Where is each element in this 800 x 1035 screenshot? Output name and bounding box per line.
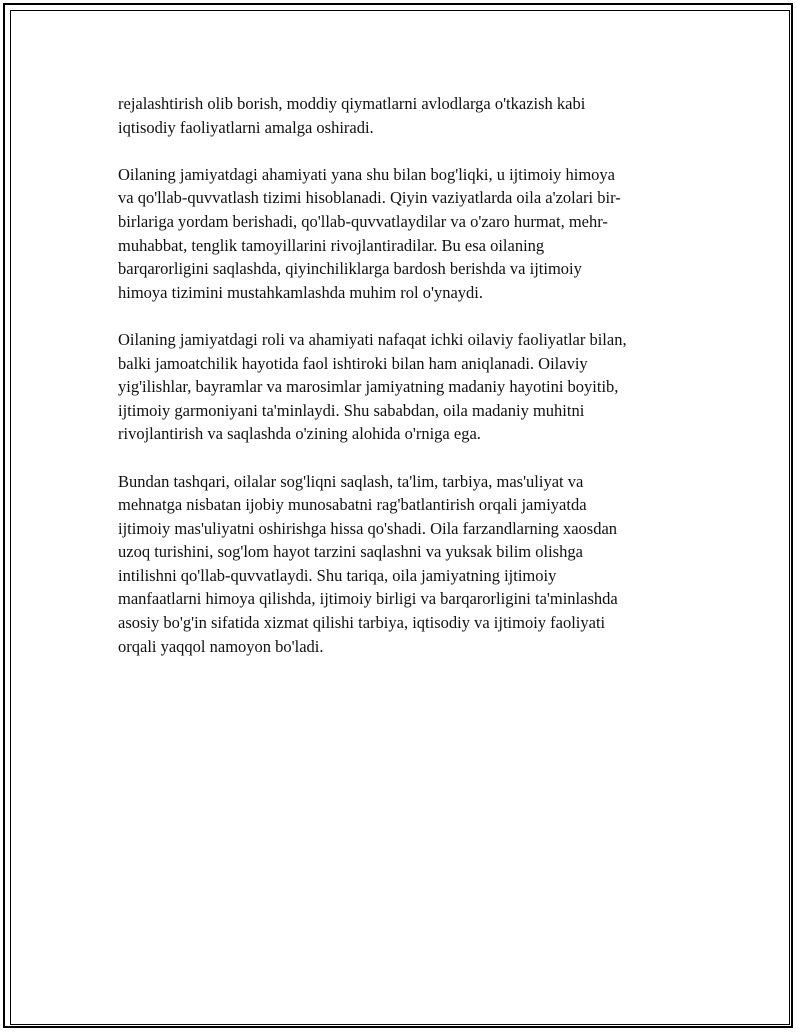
paragraph-2: Oilaning jamiyatdagi ahamiyati yana shu bilan bog'liqki, u ijtimoiy himoya va qo'llab-quvvatlash tizimi hisoblanadi. Qiyin vaziyatlarda oila a'zolari bir- birlariga yordam berishadi, qo'llab-quvvatlaydilar va o'zaro hurmat, mehr- muhabbat, tenglik tamoyillarini rivojlantiradilar. Bu esa oilaning barqarorligini saqlashda, qiyinchiliklarga bardosh berishda va ijtimoiy himoya tizimini mustahkamlashda muhim rol o'ynaydi. xyxy=(118,164,621,302)
paragraph-3: Oilaning jamiyatdagi roli va ahamiyati nafaqat ichki oilaviy faoliyatlar bilan, balki jamoatchilik hayotida faol ishtiroki bilan ham aniqlanadi. Oilaviy yig'ilishlar, bayramlar va marosimlar jamiyatning madaniy hayotini boyitib, ijtimoiy garmoniyani ta'minlaydi. Shu sababdan, oila madaniy muhitni rivojlantirish va saqlashda o'zining alohida o'rniga ega. xyxy=(118,329,627,444)
paragraph-1: rejalashtirish olib borish, moddiy qiymatlarni avlodlarga o'tkazish kabi iqtisodiy faoliyatlarni amalga oshiradi. xyxy=(118,94,586,137)
document-body xyxy=(118,92,690,682)
paragraph-4: Bundan tashqari, oilalar sog'liqni saqlash, ta'lim, tarbiya, mas'uliyat va mehnatga nisbatan ijobiy munosabatni rag'batlantirish orqali jamiyatda ijtimoiy mas'uliyatni oshirishga hissa qo'shadi. Oila farzandlarning xaosdan uzoq turishini, sog'lom hayot tarzini saqlashni va yuksak bilim olishga intilishni qo'llab-quvvatlaydi. Shu tariqa, oila jamiyatning ijtimoiy manfaatlarni himoya qilishda, ijtimoiy birligi va barqarorligini ta'minlashda asosiy bo'g'in sifatida xizmat qilishi tarbiya, iqtisodiy va ijtimoiy faoliyati orqali yaqqol namoyon bo'ladi. xyxy=(118,471,618,656)
